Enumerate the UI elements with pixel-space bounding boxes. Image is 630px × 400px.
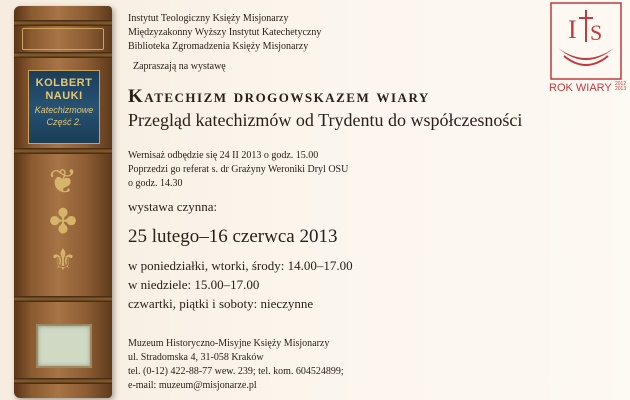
opening-info: o godz. 14.30 — [128, 178, 183, 189]
spine-band — [14, 52, 112, 58]
museum-contact: tel. (0-12) 422-88-77 wew. 239; tel. kom. 604524899; — [128, 366, 344, 377]
spine-panel — [22, 28, 104, 50]
logo-year-start: 2012 — [615, 81, 627, 87]
logo-emblem-icon — [550, 2, 622, 80]
opening-info: Wernisaż odbędzie się 24 II 2013 o godz. 15.00 — [128, 150, 319, 161]
spine-band — [14, 296, 112, 302]
svg-text:S: S — [590, 20, 603, 45]
exhibition-title: Katechizm drogowskazem wiary — [128, 86, 430, 107]
institution-name: Międzyzakonny Wyższy Instytut Katechetyczny — [128, 27, 322, 38]
logo-years — [615, 82, 626, 92]
book-label-line: Katechizmowe — [34, 105, 94, 115]
book-label-line: NAUKI — [45, 90, 83, 102]
exhibition-dates: 25 lutego–16 czerwca 2013 — [128, 226, 338, 247]
rok-wiary-logo — [543, 2, 629, 96]
book-label-line: KOLBERT — [35, 77, 93, 89]
opening-hours: w poniedziałki, wtorki, środy: 14.00–17.00 — [128, 258, 353, 273]
logo-text: ROK WIARY — [549, 82, 612, 94]
logo-year-end: 2013 — [615, 86, 627, 92]
institution-name: Biblioteka Zgromadzenia Księży Misjonarzy — [128, 41, 309, 52]
book-title-label — [28, 70, 100, 144]
open-label: wystawa czynna: — [128, 199, 218, 214]
opening-hours: w niedziele: 15.00–17.00 — [128, 277, 260, 292]
exhibition-subtitle: Przegląd katechizmów od Trydentu do współczesności — [128, 110, 523, 130]
museum-address: ul. Stradomska 4, 31-058 Kraków — [128, 352, 264, 363]
museum-email: e-mail: muzeum@misjonarze.pl — [128, 380, 257, 391]
opening-info: Poprzedzi go referat s. dr Grażyny Weroniki Dryl OSU — [128, 164, 349, 175]
institution-name: Instytut Teologiczny Księży Misjonarzy — [128, 13, 289, 24]
book-label-line: Część 2. — [46, 117, 82, 127]
spine-sticker — [36, 324, 92, 368]
book-spine-image — [14, 6, 112, 398]
spine-band — [14, 20, 112, 26]
museum-address: Muzeum Historyczno-Misyjne Księży Misjonarzy — [128, 338, 330, 349]
opening-hours: czwartki, piątki i soboty: nieczynne — [128, 296, 314, 311]
spine-ornament-icon: ⚜ — [49, 244, 77, 277]
invitation-text: Zapraszają na wystawę — [133, 61, 226, 72]
svg-text:I: I — [568, 15, 577, 44]
spine-ornament-icon: ❦ — [48, 164, 78, 201]
spine-band — [14, 378, 112, 384]
spine-ornament-icon: ✤ — [48, 204, 78, 241]
spine-band — [14, 148, 112, 154]
